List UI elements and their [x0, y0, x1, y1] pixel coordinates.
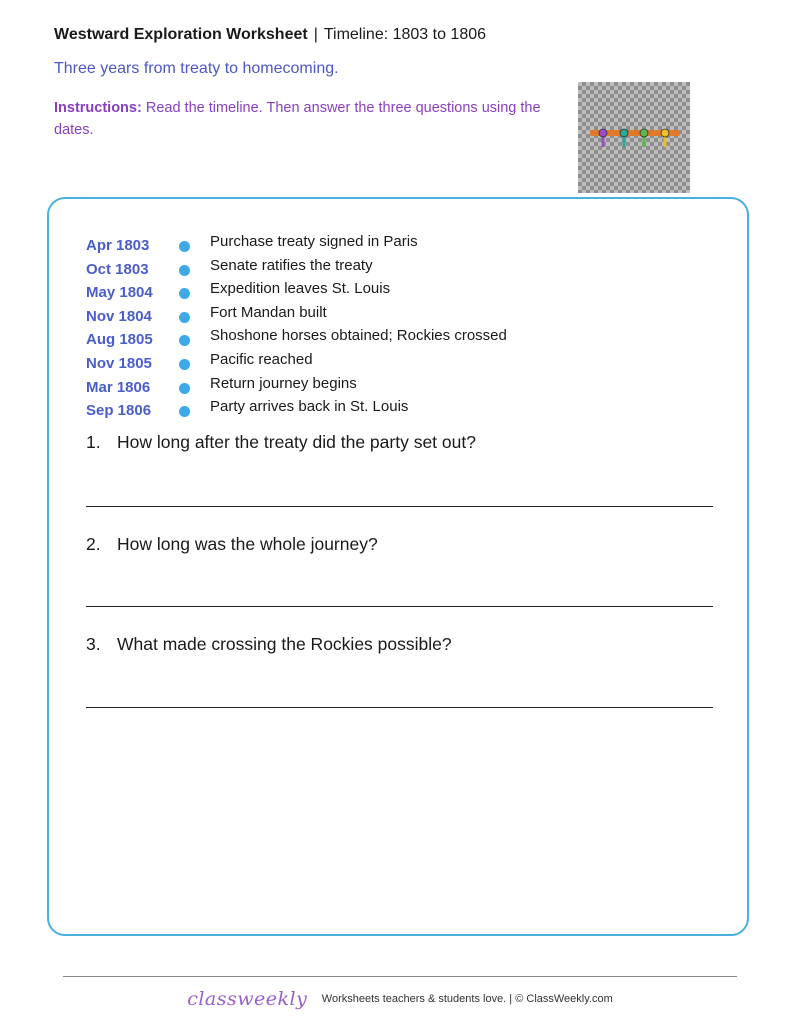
question-number: 1.: [86, 432, 101, 452]
timeline-row: [86, 257, 566, 279]
timeline-date: Mar 1806: [86, 378, 151, 396]
question-text: How long was the whole journey?: [117, 534, 378, 554]
thumbnail-marker-stem: [602, 137, 605, 147]
timeline-event: Return journey begins: [210, 374, 357, 392]
question-3: [86, 634, 452, 655]
timeline-event: Party arrives back in St. Louis: [210, 398, 409, 416]
timeline-date: Nov 1805: [86, 355, 152, 372]
question-text: What made crossing the Rockies possible?: [117, 634, 452, 654]
thumbnail-marker: [599, 129, 607, 137]
answer-line-1[interactable]: [86, 506, 713, 507]
timeline-date: Sep 1806: [86, 402, 152, 420]
timeline-row: [86, 233, 566, 255]
worksheet-title: Westward Exploration Worksheet: [54, 26, 308, 43]
timeline-event: Senate ratifies the treaty: [210, 256, 373, 274]
timeline-event: Shoshone horses obtained; Rockies crossed: [210, 327, 507, 345]
question-number: 3.: [86, 634, 101, 654]
timeline-date: May 1804: [86, 284, 153, 302]
footer: [0, 988, 800, 1010]
timeline-dot-icon: [179, 335, 190, 346]
header-separator: |: [313, 26, 318, 43]
timeline-thumbnail-graphic: [578, 82, 690, 193]
timeline-dot-icon: [179, 265, 190, 276]
timeline-row: [86, 304, 566, 326]
timeline-date: Nov 1804: [86, 307, 152, 325]
question-number: 2.: [86, 534, 101, 554]
timeline-thumbnail-image: [578, 82, 690, 193]
timeline-dot-icon: [179, 383, 190, 394]
timeline-dot-icon: [179, 312, 190, 323]
instructions-lead: Instructions:: [54, 100, 142, 116]
timeline-event: Expedition leaves St. Louis: [210, 280, 391, 298]
timeline-row: [86, 327, 566, 349]
timeline-range: Timeline: 1803 to 1806: [323, 26, 487, 43]
timeline-event: Purchase treaty signed in Paris: [210, 233, 418, 250]
thumbnail-marker: [620, 129, 628, 137]
thumbnail-marker-stem: [623, 137, 626, 147]
timeline-row: [86, 351, 566, 373]
instructions: [54, 97, 559, 141]
timeline-dot-icon: [179, 406, 190, 417]
worksheet-subtitle: Three years from treaty to homecoming.: [54, 60, 339, 77]
brand-logo: classweekly: [187, 988, 308, 1010]
thumbnail-marker-stem: [643, 137, 646, 147]
footer-tagline: Worksheets teachers & students love. | © ClassWeekly.com: [321, 993, 613, 1005]
answer-line-3[interactable]: [86, 707, 713, 708]
footer-divider: [63, 976, 737, 977]
instructions-text: Read the timeline. Then answer the three questions using the dates.: [54, 100, 541, 138]
timeline-row: [86, 398, 566, 420]
question-1: [86, 432, 476, 453]
timeline-row: [86, 280, 566, 302]
thumbnail-marker: [640, 129, 648, 137]
timeline-event: Pacific reached: [210, 351, 313, 368]
timeline-event: Fort Mandan built: [210, 303, 327, 321]
timeline-date: Aug 1805: [86, 331, 153, 349]
thumbnail-marker: [661, 129, 669, 137]
question-text: How long after the treaty did the party set out?: [117, 432, 476, 452]
timeline-row: [86, 375, 566, 397]
answer-line-2[interactable]: [86, 606, 713, 607]
timeline-date: Apr 1803: [86, 237, 150, 254]
question-2: [86, 534, 378, 555]
timeline-dot-icon: [179, 359, 190, 370]
timeline-date: Oct 1803: [86, 260, 149, 278]
thumbnail-marker-stem: [664, 137, 667, 147]
worksheet-header: [54, 26, 486, 44]
timeline-dot-icon: [179, 241, 190, 252]
timeline-dot-icon: [179, 288, 190, 299]
